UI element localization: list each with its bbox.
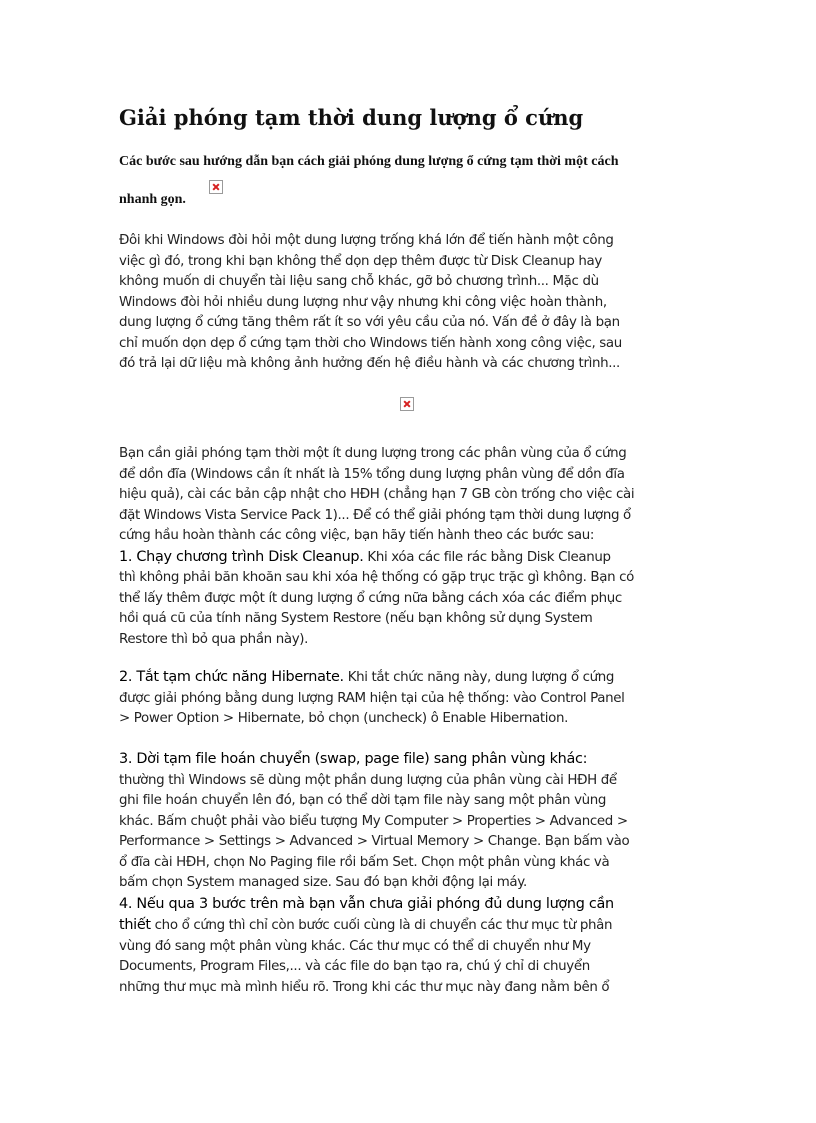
step-4-second-line: thiết cho ổ cứng thì chỉ còn bước cuối cùng là di chuyển các thư mục từ phân	[119, 917, 613, 933]
text-line: Documents, Program Files,... và các file do bạn tạo ra, chú ý chỉ di chuyển	[119, 959, 590, 974]
subtitle-line-1: Các bước sau hướng dẫn bạn cách giải phóng dung lượng ổ cứng tạm thời một cách	[119, 154, 619, 169]
text-line: để dồn đĩa (Windows cần ít nhất là 15% tổng dung lượng phân vùng để dồn đĩa	[119, 466, 625, 482]
page-title: Giải phóng tạm thời dung lượng ổ cứng	[119, 105, 584, 130]
step-4-heading-line	[119, 894, 704, 916]
body-paragraph	[119, 444, 704, 650]
step-2-heading: 2. Tắt tạm chức năng Hibernate.	[119, 669, 344, 685]
broken-image-icon	[400, 397, 414, 411]
text-line: không muốn di chuyển tài liệu sang chỗ khác, gỡ bỏ chương trình... Mặc dù	[119, 274, 599, 289]
text-line: dung lượng ổ cứng tăng thêm rất ít so với yêu cầu của nó. Vấn đề ở đây là bạn	[119, 315, 620, 330]
step-2-paragraph	[119, 667, 704, 730]
intro-paragraph	[119, 231, 704, 375]
text-line: việc gì đó, trong khi bạn không thể dọn dẹp thêm được từ Disk Cleanup hay	[119, 253, 602, 269]
text-line: ổ đĩa cài HĐH, chọn No Paging file rồi bấm Set. Chọn một phân vùng khác và	[119, 854, 610, 870]
text-line: hồi quá cũ của tính năng System Restore (nếu bạn không sử dụng System	[119, 611, 593, 626]
step-3-heading: 3. Dời tạm file hoán chuyển (swap, page file) sang phân vùng khác:	[119, 751, 588, 767]
text-line: Bạn cần giải phóng tạm thời một ít dung lượng trong các phân vùng của ổ cứng	[119, 446, 627, 461]
text-line: được giải phóng bằng dung lượng RAM hiện tại của hệ thống: vào Control Panel	[119, 690, 625, 706]
text-line: vùng đó sang một phân vùng khác. Các thư mục có thể di chuyển như My	[119, 938, 591, 954]
step-1-heading: 1. Chạy chương trình Disk Cleanup.	[119, 548, 364, 565]
text-line: cứng hầu hoàn thành các công việc, bạn hãy tiến hành theo các bước sau:	[119, 528, 595, 543]
text-line: đó trả lại dữ liệu mà không ảnh hưởng đến hệ điều hành và các chương trình...	[119, 356, 620, 371]
text-line: Performance > Settings > Advanced > Virtual Memory > Change. Bạn bấm vào	[119, 834, 630, 849]
text-line: thể lấy thêm được một ít dung lượng ổ cứng nữa bằng cách xóa các điểm phục	[119, 590, 622, 606]
subtitle	[119, 152, 719, 207]
text-line: bấm chọn System managed size. Sau đó bạn khởi động lại máy.	[119, 875, 527, 890]
step-2-first-line: 2. Tắt tạm chức năng Hibernate. Khi tắt chức năng này, dung lượng ổ cứng	[119, 669, 615, 685]
text-line: khác. Bấm chuột phải vào biểu tượng My Computer > Properties > Advanced >	[119, 813, 628, 829]
text-line: thì không phải băn khoăn sau khi xóa hệ thống có gặp trục trặc gì không. Bạn có	[119, 570, 635, 585]
step-4-heading: 4. Nếu qua 3 bước trên mà bạn vẫn chưa giải phóng đủ dung lượng cần	[119, 895, 614, 912]
text-line: Windows đòi hỏi nhiều dung lượng như vậy nhưng khi công việc hoàn thành,	[119, 294, 607, 310]
text-line: Đôi khi Windows đòi hỏi một dung lượng trống khá lớn để tiến hành một công	[119, 233, 614, 248]
step-3-paragraph	[119, 749, 704, 998]
subtitle-line-2: nhanh gọn.	[119, 192, 186, 207]
step-3-heading-line	[119, 749, 704, 771]
text-line: thường thì Windows sẽ dùng một phần dung lượng của phân vùng cài HĐH để	[119, 772, 617, 788]
text-line: Restore thì bỏ qua phần này).	[119, 631, 309, 647]
text-line: chỉ muốn dọn dẹp ổ cứng tạm thời cho Windows tiến hành xong công việc, sau	[119, 335, 622, 351]
text-line: > Power Option > Hibernate, bỏ chọn (uncheck) ô Enable Hibernation.	[119, 711, 569, 726]
step-1-first-line: 1. Chạy chương trình Disk Cleanup. Khi xóa các file rác bằng Disk Cleanup	[119, 548, 611, 565]
text-line: những thư mục mà mình hiểu rõ. Trong khi các thư mục này đang nằm bên ổ	[119, 979, 610, 995]
text-line: ghi file hoán chuyển lên đó, bạn có thể dời tạm file này sang một phân vùng	[119, 793, 607, 808]
text-line: đặt Windows Vista Service Pack 1)... Để có thể giải phóng tạm thời dung lượng ổ	[119, 507, 631, 523]
broken-image-icon	[209, 180, 223, 194]
text-line: hiệu quả), cài các bản cập nhật cho HĐH (chẳng hạn 7 GB còn trống cho việc cài	[119, 487, 635, 502]
